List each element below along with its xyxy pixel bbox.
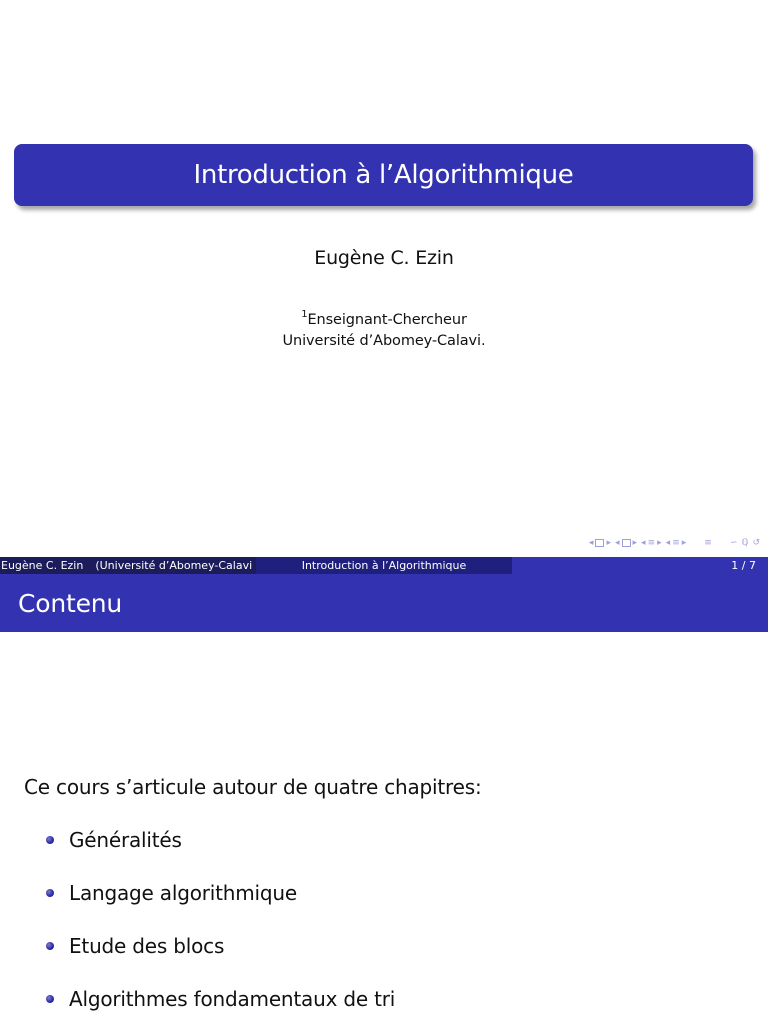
page-number: 1 / 7 xyxy=(731,559,756,572)
prev-subsection-icon[interactable]: ◂ xyxy=(614,538,620,548)
nav-section-group[interactable] xyxy=(641,538,662,548)
nav-frame-group[interactable] xyxy=(589,538,611,548)
next-frame-icon[interactable]: ▸ xyxy=(606,538,611,548)
frame-icon[interactable] xyxy=(595,539,604,547)
presentation-title: Introduction à l’Algorithmique xyxy=(193,160,574,190)
footer-title: Introduction à l’Algorithmique xyxy=(301,559,467,572)
next-document-icon[interactable]: ▸ xyxy=(681,538,687,548)
list-item xyxy=(46,828,182,852)
list-item xyxy=(46,987,395,1011)
frame-title-bar xyxy=(0,574,768,632)
section-icon[interactable]: ≡ xyxy=(647,538,656,548)
title-box xyxy=(14,144,753,206)
bullet-icon xyxy=(46,836,54,844)
footer-page-box xyxy=(512,557,768,574)
prev-section-icon[interactable]: ◂ xyxy=(641,538,646,548)
subsection-icon[interactable] xyxy=(622,539,631,547)
footline xyxy=(0,557,768,574)
author-name: Eugène C. Ezin xyxy=(314,247,454,269)
search-icon[interactable]: ∽ xyxy=(729,538,738,548)
bullet-icon xyxy=(46,942,54,950)
footer-title-box xyxy=(256,557,512,574)
next-subsection-icon[interactable]: ▸ xyxy=(632,538,638,548)
footer-institute: (Université d’Abomey-Calavi xyxy=(95,559,253,572)
affiliation-mark: 1 xyxy=(301,309,308,320)
intro-text: Ce cours s’articule autour de quatre chapitres: xyxy=(24,775,482,799)
back-icon[interactable]: ↺ xyxy=(752,538,760,548)
affiliation-university: Université d’Abomey-Calavi. xyxy=(282,332,486,349)
prev-document-icon[interactable]: ◂ xyxy=(665,538,671,548)
document-icon[interactable]: ≡ xyxy=(672,538,680,548)
list-item-label: Langage algorithmique xyxy=(69,881,297,905)
bullet-icon xyxy=(46,889,54,897)
align-icon[interactable]: ≡ xyxy=(704,538,712,548)
zoom-icon[interactable]: ℚ xyxy=(741,538,749,548)
footer-author-box xyxy=(0,557,256,574)
affiliation-role: Enseignant-Chercheur xyxy=(307,311,467,328)
list-item xyxy=(46,934,224,958)
list-item-label: Algorithmes fondamentaux de tri xyxy=(69,987,396,1011)
bullet-icon xyxy=(46,995,54,1003)
affiliation xyxy=(0,305,768,352)
nav-document-group[interactable] xyxy=(666,538,687,548)
navigation-symbols xyxy=(589,538,760,548)
nav-subsection-group[interactable] xyxy=(615,538,637,548)
next-section-icon[interactable]: ▸ xyxy=(657,538,662,548)
list-item-label: Etude des blocs xyxy=(69,934,225,958)
prev-frame-icon[interactable]: ◂ xyxy=(588,538,594,548)
list-item xyxy=(46,881,297,905)
list-item-label: Généralités xyxy=(69,828,182,852)
footer-author: Eugène C. Ezin xyxy=(1,559,84,572)
frame-title: Contenu xyxy=(18,588,123,618)
